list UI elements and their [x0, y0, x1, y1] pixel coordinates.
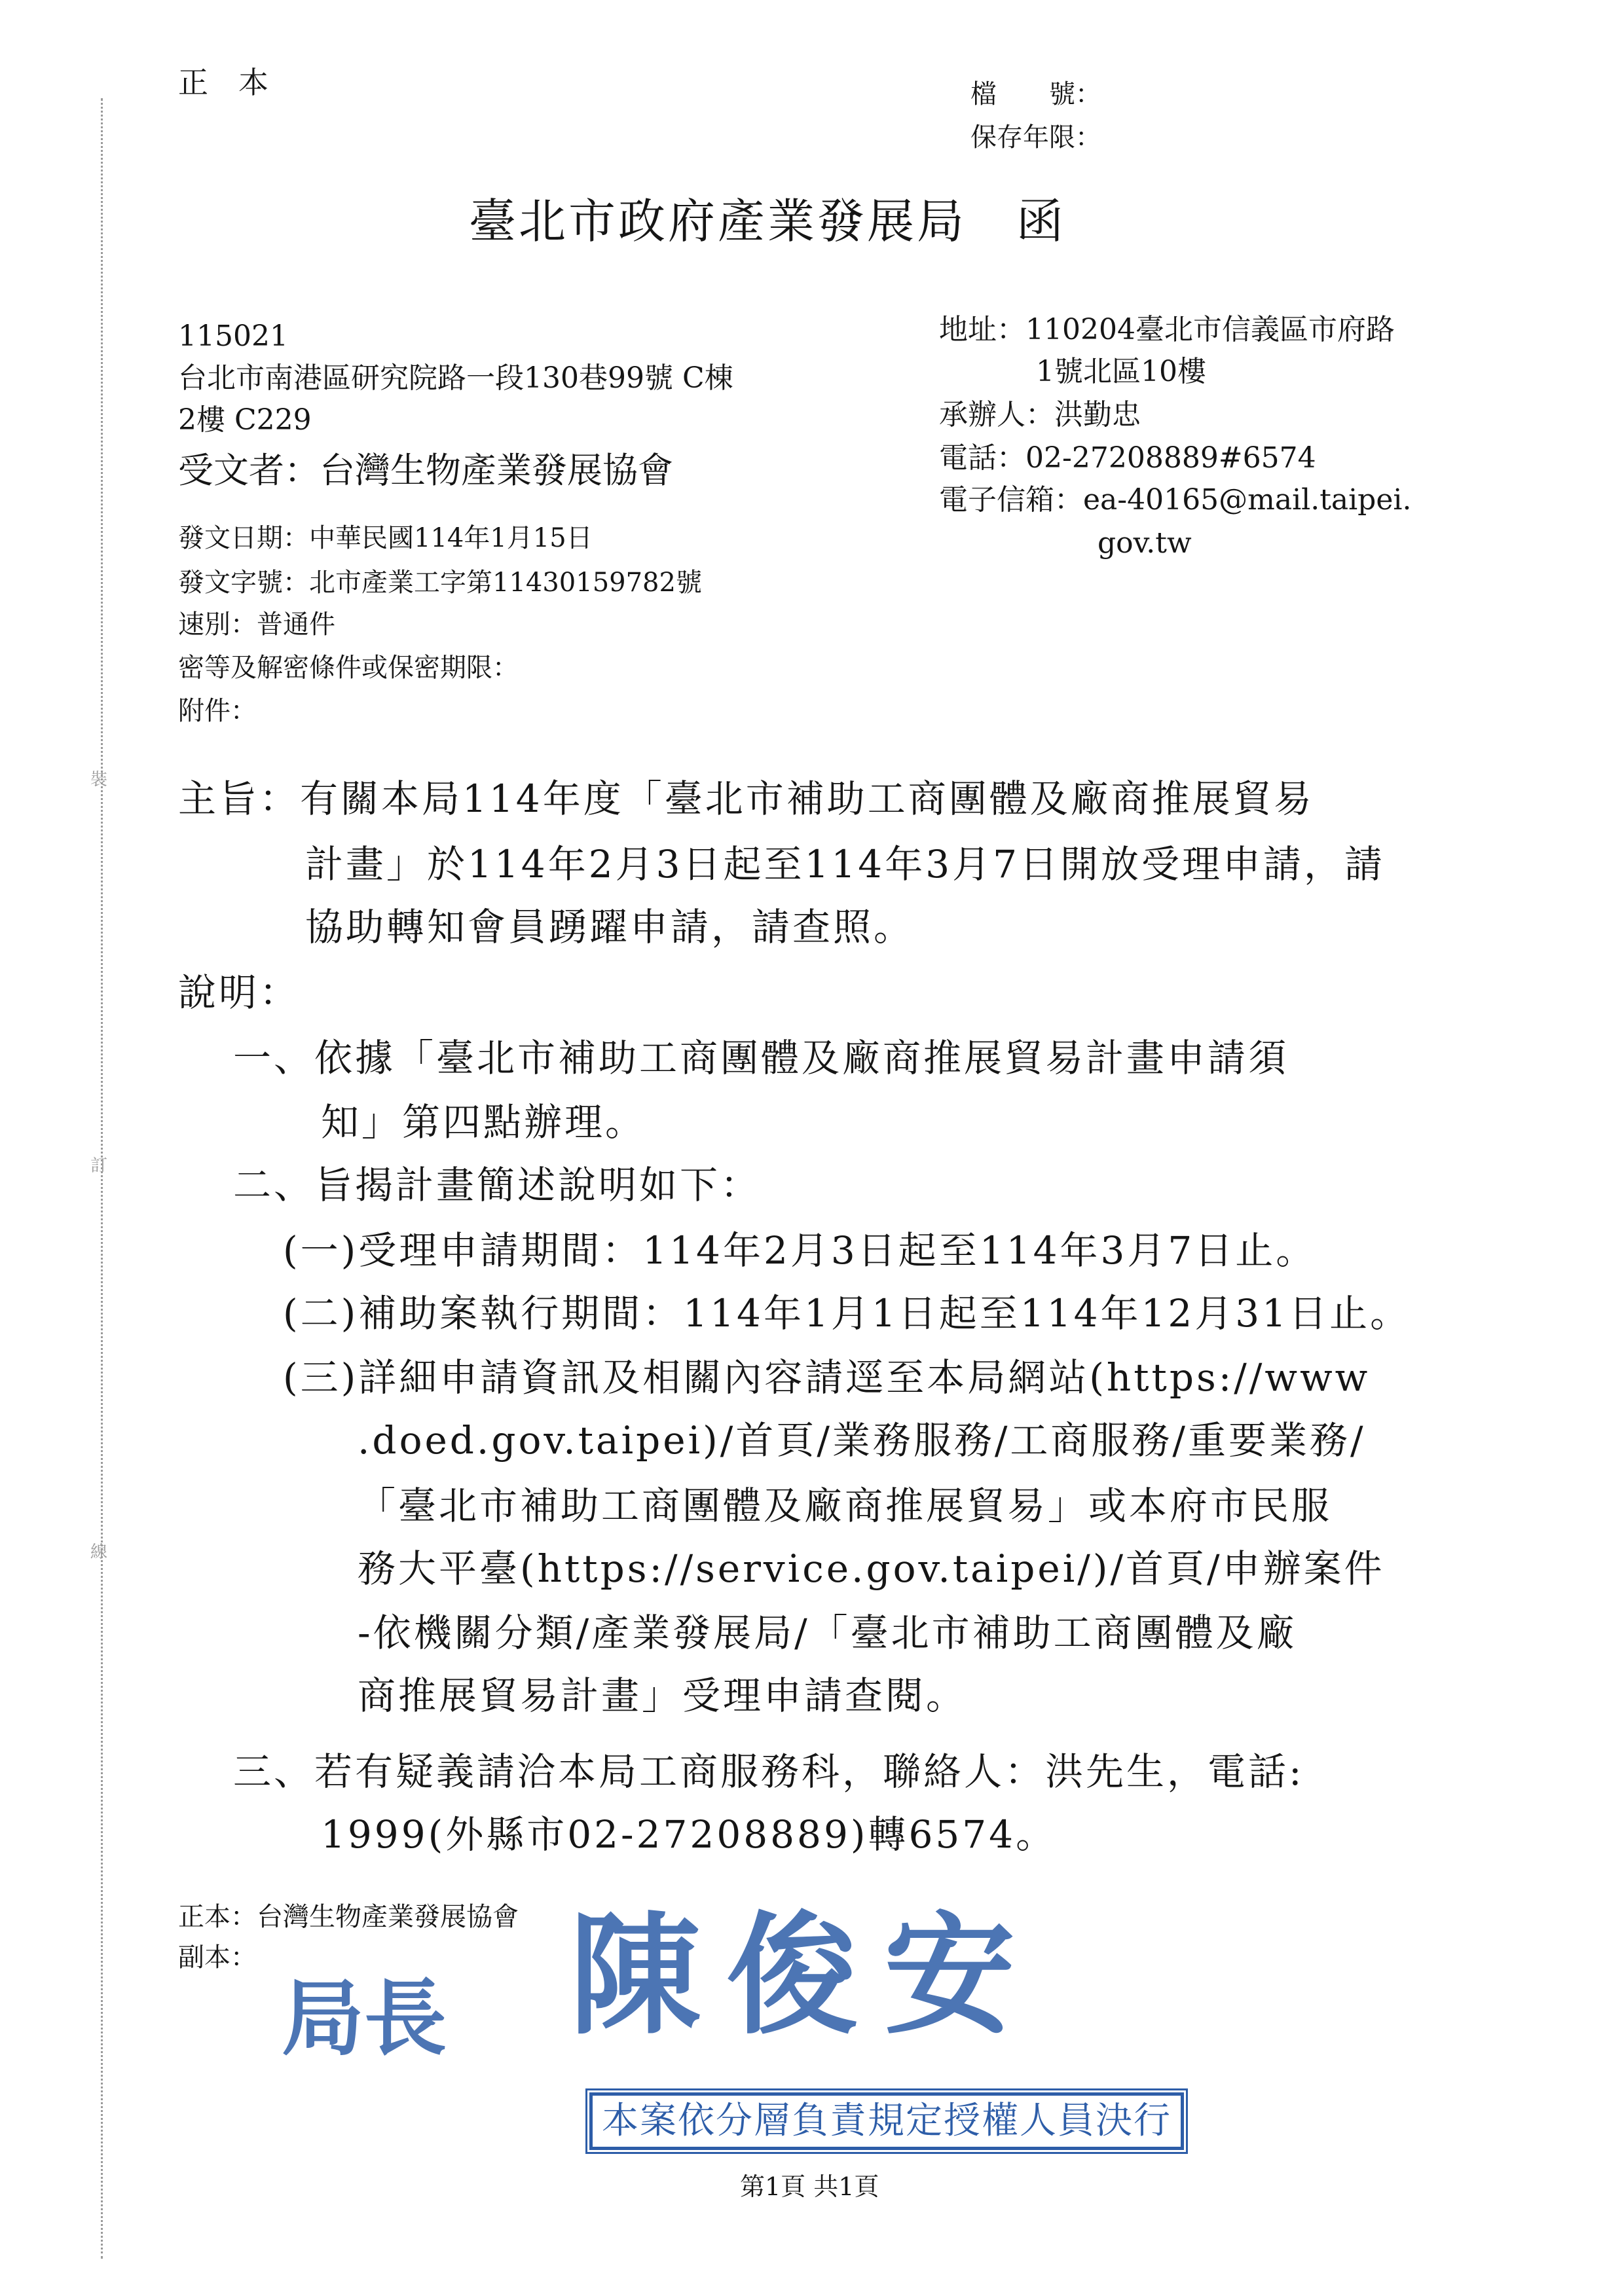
item-two-b: (二)補助案執行期間：114年1月1日起至114年12月31日止。	[283, 1291, 1411, 1336]
item-two-a: (一)受理申請期間：114年2月3日起至114年3月7日止。	[283, 1228, 1317, 1273]
recipient-postal-code: 115021	[178, 319, 288, 353]
item-three-line2: 1999(外縣市02-27208889)轉6574。	[321, 1812, 1057, 1857]
recipient-name: 受文者：台灣生物產業發展協會	[178, 450, 673, 491]
officer-email-line1: 電子信箱：ea-40165@mail.taipei.	[939, 483, 1412, 517]
distribution-original: 正本：台灣生物產業發展協會	[178, 1902, 519, 1932]
subject-line1: 主旨：有關本局114年度「臺北市補助工商團體及廠商推展貿易	[178, 776, 1314, 821]
item-three-line1: 三、若有疑義請洽本局工商服務科，聯絡人：洪先生，電話:	[233, 1749, 1304, 1794]
binding-mark-zhuang: 裝	[90, 770, 108, 790]
binding-dotted-line	[101, 98, 103, 2259]
item-two-c-line2: .doed.gov.taipei)/首頁/業務服務/工商服務/重要業務/	[358, 1418, 1366, 1463]
officer-phone: 電話：02-27208889#6574	[939, 441, 1316, 475]
recipient-address-line2: 2樓 C229	[178, 403, 312, 437]
item-one-line1: 一、依據「臺北市補助工商團體及廠商推展貿易計畫申請須	[233, 1036, 1289, 1080]
issue-date: 發文日期：中華民國114年1月15日	[178, 523, 593, 553]
officer-email-line2: gov.tw	[1098, 526, 1192, 560]
binding-mark-xian: 線	[90, 1542, 108, 1562]
explanation-label: 說明：	[178, 970, 301, 1015]
recipient-address-line1: 台北市南港區研究院路一段130巷99號 C棟	[178, 361, 733, 395]
stamp-director-name: 陳俊安	[570, 1899, 1042, 2052]
retention-period-label: 保存年限：	[970, 122, 1101, 153]
document-title: 臺北市政府產業發展局 函	[469, 194, 1067, 249]
item-two: 二、旨揭計畫簡述說明如下：	[233, 1163, 762, 1207]
item-two-c-line3: 「臺北市補助工商團體及廠商推展貿易」或本府市民服	[358, 1484, 1333, 1528]
item-two-c-line1: (三)詳細申請資訊及相關內容請逕至本局網站(https://www	[283, 1355, 1371, 1400]
file-number-label: 檔 號：	[970, 79, 1101, 109]
subject-line2: 計畫」於114年2月3日起至114年3月7日開放受理申請，請	[305, 842, 1386, 886]
item-two-c-line5: -依機關分類/產業發展局/「臺北市補助工商團體及廠	[358, 1611, 1297, 1655]
page-number: 第1頁 共1頁	[740, 2172, 879, 2201]
sender-address-line1: 地址：110204臺北市信義區市府路	[939, 313, 1395, 346]
copy-mark: 正 本	[178, 65, 268, 100]
delivery-speed: 速別：普通件	[178, 610, 335, 640]
stamp-director-title: 局長	[282, 1970, 447, 2067]
subject-line3: 協助轉知會員踴躍申請，請查照。	[305, 905, 915, 949]
distribution-copy: 副本：	[178, 1942, 257, 1973]
document-number: 發文字號：北市產業工字第11430159782號	[178, 568, 702, 598]
attachment-label: 附件：	[178, 696, 257, 726]
item-one-line2: 知」第四點辦理。	[321, 1100, 646, 1144]
delegation-stamp: 本案依分層負責規定授權人員決行	[589, 2092, 1184, 2150]
officer-name: 承辦人：洪勤忠	[939, 398, 1141, 431]
sender-address-line2: 1號北區10樓	[1036, 355, 1206, 388]
item-two-c-line6: 商推展貿易計畫」受理申請查閱。	[358, 1673, 967, 1718]
binding-mark-ding: 訂	[90, 1156, 108, 1176]
item-two-c-line4: 務大平臺(https://service.gov.taipei/)/首頁/申辦案件	[358, 1546, 1385, 1591]
secrecy-level: 密等及解密條件或保密期限：	[178, 653, 519, 683]
